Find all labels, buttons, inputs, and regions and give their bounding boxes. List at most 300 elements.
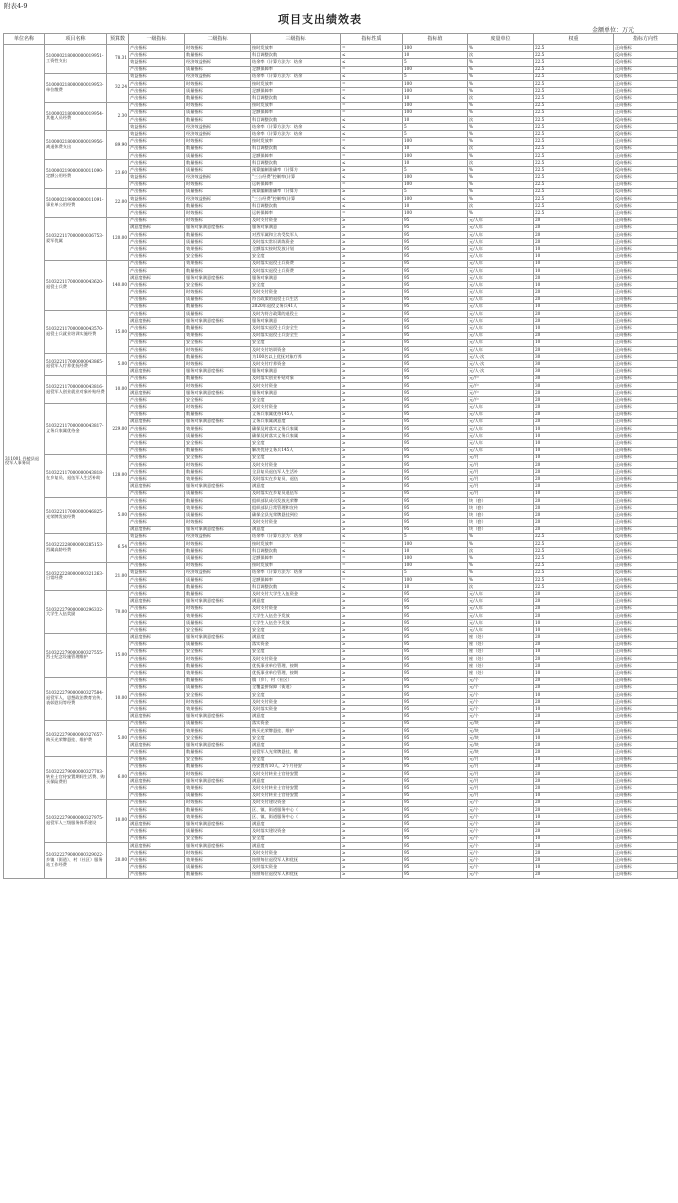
level3-indicator-cell: 服务对象满意 bbox=[251, 390, 341, 397]
indicator-nature-cell: ≥ bbox=[341, 425, 403, 432]
level3-indicator-cell: 及时为符合政策的退役士 bbox=[251, 310, 341, 317]
indicator-value-cell: 95 bbox=[403, 346, 468, 353]
level2-indicator-cell: 质量指标 bbox=[185, 864, 251, 871]
indicator-value-cell: 95 bbox=[403, 735, 468, 742]
performance-table bbox=[3, 33, 678, 879]
level1-indicator-cell: 产出指标 bbox=[129, 282, 185, 289]
weight-cell: 10 bbox=[534, 835, 614, 842]
level3-indicator-cell: 结余率（计算方法为：结余 bbox=[251, 131, 341, 138]
weight-cell: 20 bbox=[534, 483, 614, 490]
indicator-value-cell: 95 bbox=[403, 447, 468, 454]
indicator-value-cell: 5 bbox=[403, 569, 468, 576]
indicator-nature-cell: ≤ bbox=[341, 116, 403, 123]
direction-cell: 正向指标 bbox=[614, 512, 678, 519]
level2-indicator-cell: 数量指标 bbox=[185, 806, 251, 813]
measure-unit-cell: 元/人年 bbox=[468, 620, 534, 627]
measure-unit-cell: 元/人年 bbox=[468, 339, 534, 346]
indicator-nature-cell: ≥ bbox=[341, 778, 403, 785]
indicator-value-cell: 10 bbox=[403, 160, 468, 167]
measure-unit-cell: 元/人年 bbox=[468, 217, 534, 224]
indicator-value-cell: 95 bbox=[403, 253, 468, 260]
indicator-nature-cell: ≥ bbox=[341, 354, 403, 361]
level1-indicator-cell: 效益指标 bbox=[129, 569, 185, 576]
measure-unit-cell: % bbox=[468, 59, 534, 66]
direction-cell: 反向指标 bbox=[614, 73, 678, 80]
project-name-cell: 510322279000000327584-退役军人、思想政治教育宣传、表彰慰问等经费 bbox=[45, 677, 107, 720]
indicator-value-cell: 95 bbox=[403, 505, 468, 512]
direction-cell: 正向指标 bbox=[614, 828, 678, 835]
indicator-nature-cell: ≤ bbox=[341, 569, 403, 576]
indicator-nature-cell: ≥ bbox=[341, 267, 403, 274]
indicator-nature-cell: ≥ bbox=[341, 440, 403, 447]
level3-indicator-cell: 科目调整次数 bbox=[251, 160, 341, 167]
direction-cell: 正向指标 bbox=[614, 706, 678, 713]
level2-indicator-cell: 时效指标 bbox=[185, 382, 251, 389]
indicator-nature-cell: ≥ bbox=[341, 447, 403, 454]
indicator-value-cell: 95 bbox=[403, 526, 468, 533]
direction-cell: 正向指标 bbox=[614, 210, 678, 217]
weight-cell: 20 bbox=[534, 720, 614, 727]
level1-indicator-cell: 产出指标 bbox=[129, 497, 185, 504]
weight-cell: 22.5 bbox=[534, 145, 614, 152]
level3-indicator-cell: 科目调整次数 bbox=[251, 548, 341, 555]
indicator-nature-cell: ≥ bbox=[341, 663, 403, 670]
measure-unit-cell: 次 bbox=[468, 203, 534, 210]
level2-indicator-cell: 数量指标 bbox=[185, 749, 251, 756]
direction-cell: 正向指标 bbox=[614, 447, 678, 454]
indicator-nature-cell: = bbox=[341, 45, 403, 52]
level2-indicator-cell: 服务对象满意度指标 bbox=[185, 390, 251, 397]
indicator-value-cell: 95 bbox=[403, 476, 468, 483]
indicator-value-cell: 95 bbox=[403, 497, 468, 504]
direction-cell: 正向指标 bbox=[614, 735, 678, 742]
direction-cell: 反向指标 bbox=[614, 174, 678, 181]
weight-cell: 20 bbox=[534, 418, 614, 425]
level1-indicator-cell: 满意度指标 bbox=[129, 598, 185, 605]
level3-indicator-cell: 优抚事业单位管理、按期 bbox=[251, 663, 341, 670]
level3-indicator-cell: 区、镇、街道服务中心（ bbox=[251, 814, 341, 821]
indicator-value-cell: 95 bbox=[403, 282, 468, 289]
weight-cell: 10 bbox=[534, 425, 614, 432]
level1-indicator-cell: 产出指标 bbox=[129, 799, 185, 806]
level2-indicator-cell: 时效指标 bbox=[185, 45, 251, 52]
level2-indicator-cell: 数量指标 bbox=[185, 267, 251, 274]
level1-indicator-cell: 产出指标 bbox=[129, 375, 185, 382]
indicator-value-cell: 95 bbox=[403, 231, 468, 238]
column-header: 预算数 bbox=[107, 34, 129, 45]
weight-cell: 20 bbox=[534, 634, 614, 641]
weight-cell: 22.5 bbox=[534, 576, 614, 583]
level3-indicator-cell: 科目调整次数 bbox=[251, 584, 341, 591]
direction-cell: 正向指标 bbox=[614, 239, 678, 246]
level3-indicator-cell: 满意度 bbox=[251, 713, 341, 720]
level1-indicator-cell: 产出指标 bbox=[129, 339, 185, 346]
level2-indicator-cell: 质量指标 bbox=[185, 620, 251, 627]
table-row bbox=[4, 160, 678, 167]
level2-indicator-cell: 经济效益指标 bbox=[185, 195, 251, 202]
measure-unit-cell: 元/人年 bbox=[468, 260, 534, 267]
direction-cell: 正向指标 bbox=[614, 648, 678, 655]
level2-indicator-cell: 质量指标 bbox=[185, 490, 251, 497]
level1-indicator-cell: 产出指标 bbox=[129, 814, 185, 821]
level2-indicator-cell: 服务对象满意度指标 bbox=[185, 742, 251, 749]
measure-unit-cell: 元/个 bbox=[468, 713, 534, 720]
level3-indicator-cell: 及时落实建设资金 bbox=[251, 828, 341, 835]
direction-cell: 反向指标 bbox=[614, 533, 678, 540]
indicator-value-cell: 100 bbox=[403, 152, 468, 159]
level1-indicator-cell: 产出指标 bbox=[129, 361, 185, 368]
level3-indicator-cell: 全额落实按时发放计划 bbox=[251, 246, 341, 253]
level2-indicator-cell: 效果指标 bbox=[185, 706, 251, 713]
direction-cell: 正向指标 bbox=[614, 368, 678, 375]
measure-unit-cell: 元/个 bbox=[468, 842, 534, 849]
direction-cell: 正向指标 bbox=[614, 605, 678, 612]
level3-indicator-cell: 安全度 bbox=[251, 339, 341, 346]
level2-indicator-cell: 安全指标 bbox=[185, 691, 251, 698]
indicator-value-cell: 95 bbox=[403, 756, 468, 763]
level1-indicator-cell: 产出指标 bbox=[129, 763, 185, 770]
weight-cell: 20 bbox=[534, 770, 614, 777]
indicator-value-cell: 10 bbox=[403, 116, 468, 123]
level2-indicator-cell: 服务对象满意度指标 bbox=[185, 275, 251, 282]
level2-indicator-cell: 经济效益指标 bbox=[185, 59, 251, 66]
level3-indicator-cell: 符合政策的退役士兵生活 bbox=[251, 296, 341, 303]
level3-indicator-cell: 足额保障率 bbox=[251, 152, 341, 159]
level2-indicator-cell: 时效指标 bbox=[185, 181, 251, 188]
budget-cell: 22.00 bbox=[107, 188, 129, 217]
level2-indicator-cell: 服务对象满意度指标 bbox=[185, 483, 251, 490]
indicator-value-cell: 95 bbox=[403, 641, 468, 648]
level2-indicator-cell: 安全指标 bbox=[185, 397, 251, 404]
measure-unit-cell: 元/人年 bbox=[468, 267, 534, 274]
level1-indicator-cell: 效益指标 bbox=[129, 195, 185, 202]
indicator-nature-cell: ≥ bbox=[341, 641, 403, 648]
level1-indicator-cell: 产出指标 bbox=[129, 576, 185, 583]
level2-indicator-cell: 服务对象满意度指标 bbox=[185, 634, 251, 641]
level1-indicator-cell: 产出指标 bbox=[129, 519, 185, 526]
weight-cell: 10 bbox=[534, 792, 614, 799]
weight-cell: 20 bbox=[534, 684, 614, 691]
level1-indicator-cell: 产出指标 bbox=[129, 785, 185, 792]
direction-cell: 正向指标 bbox=[614, 814, 678, 821]
column-header: 权重 bbox=[534, 34, 614, 45]
budget-cell: 229.00 bbox=[107, 404, 129, 454]
direction-cell: 正向指标 bbox=[614, 519, 678, 526]
indicator-value-cell: 95 bbox=[403, 246, 468, 253]
level2-indicator-cell: 数量指标 bbox=[185, 548, 251, 555]
measure-unit-cell: 块（套） bbox=[468, 519, 534, 526]
indicator-nature-cell: ≥ bbox=[341, 361, 403, 368]
level2-indicator-cell: 数量指标 bbox=[185, 584, 251, 591]
weight-cell: 20 bbox=[534, 411, 614, 418]
measure-unit-cell: 元/月 bbox=[468, 785, 534, 792]
indicator-value-cell: 95 bbox=[403, 296, 468, 303]
level2-indicator-cell: 数量指标 bbox=[185, 763, 251, 770]
level1-indicator-cell: 效益指标 bbox=[129, 131, 185, 138]
indicator-value-cell: 100 bbox=[403, 555, 468, 562]
indicator-value-cell: 5 bbox=[403, 167, 468, 174]
indicator-value-cell: 10 bbox=[403, 584, 468, 591]
direction-cell: 正向指标 bbox=[614, 655, 678, 662]
level1-indicator-cell: 满意度指标 bbox=[129, 742, 185, 749]
indicator-value-cell: 100 bbox=[403, 102, 468, 109]
measure-unit-cell: 元/人年 bbox=[468, 447, 534, 454]
measure-unit-cell: 座（处） bbox=[468, 670, 534, 677]
weight-cell: 10 bbox=[534, 648, 614, 655]
direction-cell: 正向指标 bbox=[614, 684, 678, 691]
weight-cell: 22.5 bbox=[534, 131, 614, 138]
indicator-value-cell: 95 bbox=[403, 318, 468, 325]
project-name-cell: 510322117000000043817-义务兵家属优待金 bbox=[45, 404, 107, 454]
measure-unit-cell: 座（处） bbox=[468, 641, 534, 648]
attachment-label: 附表4-9 bbox=[4, 2, 28, 10]
indicator-value-cell: 100 bbox=[403, 174, 468, 181]
level3-indicator-cell: 安全度 bbox=[251, 397, 341, 404]
level1-indicator-cell: 产出指标 bbox=[129, 296, 185, 303]
weight-cell: 20 bbox=[534, 404, 614, 411]
level2-indicator-cell: 时效指标 bbox=[185, 210, 251, 217]
measure-unit-cell: % bbox=[468, 188, 534, 195]
measure-unit-cell: 元/个 bbox=[468, 857, 534, 864]
measure-unit-cell: 元/人年 bbox=[468, 289, 534, 296]
indicator-nature-cell: ≥ bbox=[341, 620, 403, 627]
direction-cell: 正向指标 bbox=[614, 842, 678, 849]
measure-unit-cell: 元/人年 bbox=[468, 275, 534, 282]
direction-cell: 正向指标 bbox=[614, 325, 678, 332]
direction-cell: 正向指标 bbox=[614, 433, 678, 440]
level3-indicator-cell: 安全度 bbox=[251, 627, 341, 634]
level2-indicator-cell: 数量指标 bbox=[185, 469, 251, 476]
budget-cell: 89.90 bbox=[107, 131, 129, 160]
level1-indicator-cell: 产出指标 bbox=[129, 188, 185, 195]
level3-indicator-cell: 义务兵家属满意度 bbox=[251, 418, 341, 425]
measure-unit-cell: 元/月 bbox=[468, 778, 534, 785]
direction-cell: 正向指标 bbox=[614, 691, 678, 698]
indicator-nature-cell: ≥ bbox=[341, 368, 403, 375]
indicator-nature-cell: ≥ bbox=[341, 346, 403, 353]
indicator-value-cell: 95 bbox=[403, 461, 468, 468]
indicator-value-cell: 95 bbox=[403, 799, 468, 806]
indicator-value-cell: 95 bbox=[403, 620, 468, 627]
measure-unit-cell: 元/户 bbox=[468, 390, 534, 397]
indicator-nature-cell: ≥ bbox=[341, 835, 403, 842]
direction-cell: 正向指标 bbox=[614, 770, 678, 777]
measure-unit-cell: 元/月 bbox=[468, 483, 534, 490]
level3-indicator-cell: 按时发放率 bbox=[251, 562, 341, 569]
level1-indicator-cell: 产出指标 bbox=[129, 267, 185, 274]
weight-cell: 20 bbox=[534, 231, 614, 238]
direction-cell: 正向指标 bbox=[614, 375, 678, 382]
measure-unit-cell: 元/人年 bbox=[468, 296, 534, 303]
weight-cell: 20 bbox=[534, 289, 614, 296]
direction-cell: 反向指标 bbox=[614, 160, 678, 167]
direction-cell: 正向指标 bbox=[614, 612, 678, 619]
level1-indicator-cell: 产出指标 bbox=[129, 605, 185, 612]
level3-indicator-cell: 全县复员退伍军人生活补 bbox=[251, 469, 341, 476]
indicator-nature-cell: ≥ bbox=[341, 785, 403, 792]
measure-unit-cell: 元/人年 bbox=[468, 605, 534, 612]
level1-indicator-cell: 产出指标 bbox=[129, 145, 185, 152]
budget-cell: 6.54 bbox=[107, 533, 129, 562]
level1-indicator-cell: 产出指标 bbox=[129, 828, 185, 835]
indicator-value-cell: 95 bbox=[403, 655, 468, 662]
indicator-value-cell: 95 bbox=[403, 239, 468, 246]
indicator-nature-cell: ≥ bbox=[341, 526, 403, 533]
measure-unit-cell: 元/人年 bbox=[468, 591, 534, 598]
level3-indicator-cell: 及时支付建设资金 bbox=[251, 799, 341, 806]
level2-indicator-cell: 质量指标 bbox=[185, 109, 251, 116]
table-row bbox=[4, 217, 678, 224]
level1-indicator-cell: 产出指标 bbox=[129, 116, 185, 123]
level1-indicator-cell: 产出指标 bbox=[129, 756, 185, 763]
indicator-value-cell: 100 bbox=[403, 540, 468, 547]
direction-cell: 正向指标 bbox=[614, 792, 678, 799]
level1-indicator-cell: 产出指标 bbox=[129, 584, 185, 591]
project-name-cell: 510000218000000019951-工资性支出 bbox=[45, 45, 107, 74]
level1-indicator-cell: 产出指标 bbox=[129, 310, 185, 317]
level3-indicator-cell: 按时发放率 bbox=[251, 540, 341, 547]
level1-indicator-cell: 效益指标 bbox=[129, 124, 185, 131]
indicator-value-cell: 95 bbox=[403, 224, 468, 231]
level1-indicator-cell: 产出指标 bbox=[129, 102, 185, 109]
level2-indicator-cell: 质量指标 bbox=[185, 88, 251, 95]
indicator-nature-cell: ≥ bbox=[341, 821, 403, 828]
level3-indicator-cell: 按时发放率 bbox=[251, 45, 341, 52]
indicator-value-cell: 95 bbox=[403, 720, 468, 727]
indicator-value-cell: 100 bbox=[403, 80, 468, 87]
level3-indicator-cell: 满意度 bbox=[251, 526, 341, 533]
measure-unit-cell: 元/人年 bbox=[468, 346, 534, 353]
indicator-nature-cell: ≤ bbox=[341, 203, 403, 210]
project-name-cell: 510322117000000036753-爱军优属 bbox=[45, 217, 107, 260]
indicator-value-cell: 95 bbox=[403, 785, 468, 792]
budget-cell: 6.00 bbox=[107, 756, 129, 799]
measure-unit-cell: 次 bbox=[468, 116, 534, 123]
indicator-value-cell: 100 bbox=[403, 138, 468, 145]
direction-cell: 正向指标 bbox=[614, 390, 678, 397]
direction-cell: 反向指标 bbox=[614, 124, 678, 131]
project-name-cell: 510322117000000046825-光荣牌发放经费 bbox=[45, 497, 107, 533]
level2-indicator-cell: 效果指标 bbox=[185, 785, 251, 792]
indicator-nature-cell: = bbox=[341, 109, 403, 116]
indicator-nature-cell: ≥ bbox=[341, 591, 403, 598]
indicator-value-cell: 5 bbox=[403, 73, 468, 80]
level3-indicator-cell: 满意度 bbox=[251, 742, 341, 749]
measure-unit-cell: 元/个 bbox=[468, 806, 534, 813]
indicator-nature-cell: ≥ bbox=[341, 454, 403, 461]
indicator-value-cell: 95 bbox=[403, 684, 468, 691]
level3-indicator-cell: 安全度 bbox=[251, 440, 341, 447]
table-row bbox=[4, 842, 678, 849]
level1-indicator-cell: 产出指标 bbox=[129, 684, 185, 691]
direction-cell: 正向指标 bbox=[614, 397, 678, 404]
measure-unit-cell: 元/人年 bbox=[468, 303, 534, 310]
direction-cell: 正向指标 bbox=[614, 526, 678, 533]
indicator-value-cell: 100 bbox=[403, 66, 468, 73]
level3-indicator-cell: 结余率（计算方法为：结余 bbox=[251, 59, 341, 66]
measure-unit-cell: % bbox=[468, 138, 534, 145]
measure-unit-cell: 座（处） bbox=[468, 655, 534, 662]
indicator-value-cell: 95 bbox=[403, 217, 468, 224]
indicator-nature-cell: ≥ bbox=[341, 246, 403, 253]
level3-indicator-cell: 安全度 bbox=[251, 691, 341, 698]
level1-indicator-cell: 产出指标 bbox=[129, 95, 185, 102]
indicator-value-cell: 95 bbox=[403, 648, 468, 655]
indicator-value-cell: 100 bbox=[403, 576, 468, 583]
direction-cell: 正向指标 bbox=[614, 663, 678, 670]
indicator-value-cell: 95 bbox=[403, 763, 468, 770]
measure-unit-cell: % bbox=[468, 66, 534, 73]
indicator-value-cell: 100 bbox=[403, 562, 468, 569]
level3-indicator-cell: 及时支付资金 bbox=[251, 289, 341, 296]
direction-cell: 正向指标 bbox=[614, 361, 678, 368]
indicator-nature-cell: = bbox=[341, 562, 403, 569]
weight-cell: 22.5 bbox=[534, 167, 614, 174]
level1-indicator-cell: 满意度指标 bbox=[129, 318, 185, 325]
indicator-nature-cell: ≥ bbox=[341, 828, 403, 835]
level2-indicator-cell: 服务对象满意度指标 bbox=[185, 526, 251, 533]
weight-cell: 22.5 bbox=[534, 555, 614, 562]
measure-unit-cell: 元/人·次 bbox=[468, 361, 534, 368]
direction-cell: 正向指标 bbox=[614, 253, 678, 260]
measure-unit-cell: 元/月 bbox=[468, 461, 534, 468]
indicator-value-cell: 95 bbox=[403, 454, 468, 461]
indicator-nature-cell: ≤ bbox=[341, 145, 403, 152]
level3-indicator-cell: 及时支付资金 bbox=[251, 382, 341, 389]
indicator-value-cell: 10 bbox=[403, 548, 468, 555]
measure-unit-cell: 元/月 bbox=[468, 469, 534, 476]
level2-indicator-cell: 质量指标 bbox=[185, 828, 251, 835]
level2-indicator-cell: 数量指标 bbox=[185, 411, 251, 418]
level2-indicator-cell: 数量指标 bbox=[185, 303, 251, 310]
level1-indicator-cell: 产出指标 bbox=[129, 203, 185, 210]
weight-cell: 22.5 bbox=[534, 562, 614, 569]
measure-unit-cell: 块（套） bbox=[468, 526, 534, 533]
indicator-value-cell: 10 bbox=[403, 145, 468, 152]
direction-cell: 正向指标 bbox=[614, 282, 678, 289]
indicator-value-cell: 100 bbox=[403, 195, 468, 202]
level2-indicator-cell: 安全指标 bbox=[185, 253, 251, 260]
direction-cell: 正向指标 bbox=[614, 799, 678, 806]
level1-indicator-cell: 产出指标 bbox=[129, 641, 185, 648]
weight-cell: 22.5 bbox=[534, 138, 614, 145]
level2-indicator-cell: 时效指标 bbox=[185, 699, 251, 706]
indicator-value-cell: 95 bbox=[403, 375, 468, 382]
weight-cell: 20 bbox=[534, 512, 614, 519]
column-header: 度量单位 bbox=[468, 34, 534, 45]
level3-indicator-cell: 及时落实退役士兵安全生 bbox=[251, 325, 341, 332]
weight-cell: 20 bbox=[534, 275, 614, 282]
level2-indicator-cell: 效果指标 bbox=[185, 814, 251, 821]
level2-indicator-cell: 效果指标 bbox=[185, 476, 251, 483]
level2-indicator-cell: 时效指标 bbox=[185, 346, 251, 353]
direction-cell: 正向指标 bbox=[614, 461, 678, 468]
measure-unit-cell: 元/人年 bbox=[468, 253, 534, 260]
level2-indicator-cell: 质量指标 bbox=[185, 684, 251, 691]
indicator-nature-cell: ≥ bbox=[341, 397, 403, 404]
measure-unit-cell: 元/人年 bbox=[468, 318, 534, 325]
indicator-nature-cell: ≥ bbox=[341, 699, 403, 706]
level3-indicator-cell: 按时发放率 bbox=[251, 102, 341, 109]
weight-cell: 30 bbox=[534, 382, 614, 389]
indicator-nature-cell: ≥ bbox=[341, 655, 403, 662]
indicator-nature-cell: ≤ bbox=[341, 95, 403, 102]
column-header: 单位名称 bbox=[4, 34, 45, 45]
indicator-nature-cell: ≥ bbox=[341, 490, 403, 497]
level1-indicator-cell: 产出指标 bbox=[129, 469, 185, 476]
indicator-nature-cell: ≥ bbox=[341, 735, 403, 742]
measure-unit-cell: 块（套） bbox=[468, 505, 534, 512]
